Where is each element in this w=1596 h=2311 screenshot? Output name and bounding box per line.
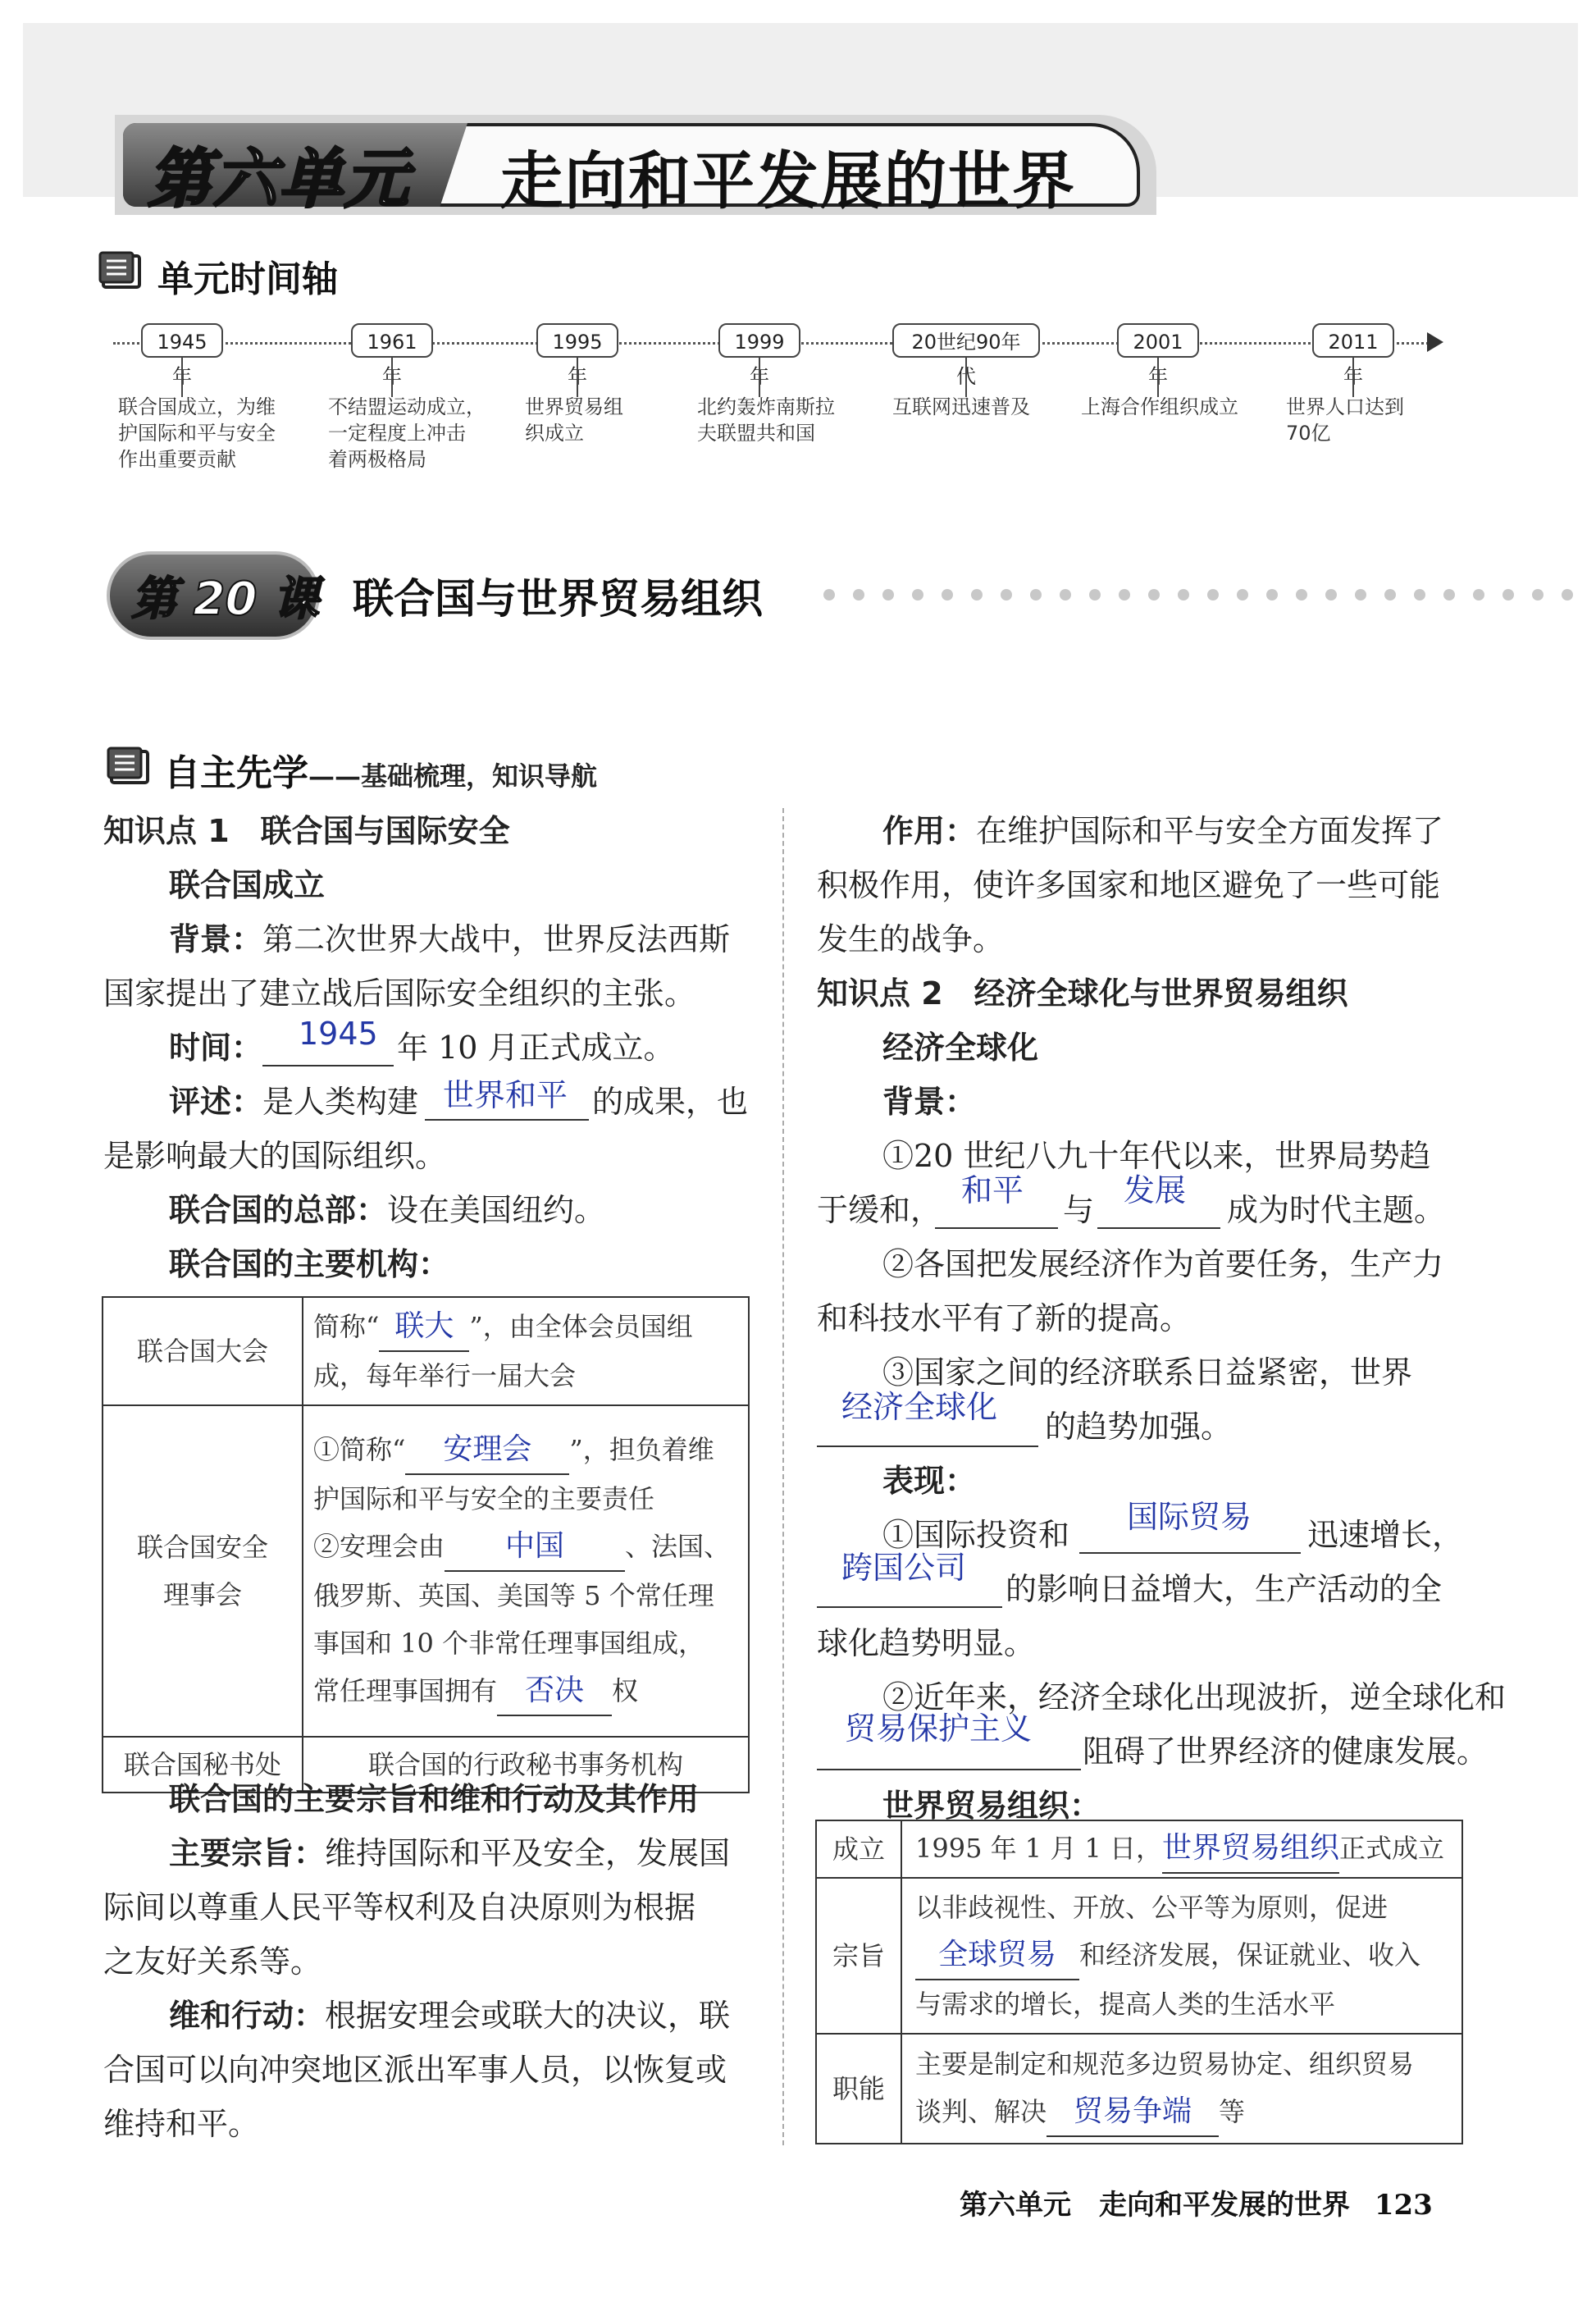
table-cell: 联合国大会 (103, 1297, 303, 1405)
performance-point-2: ②近年来，经济全球化出现波折，逆全球化和 (882, 1679, 1507, 1715)
aims-text-cont: 际间以尊重人民平等权利及自决原则为根据 (103, 1889, 696, 1925)
role-text-cont: 发生的战争。 (817, 921, 1005, 957)
timeline-stem (759, 358, 760, 397)
timeline-desc: 互联网迅速普及 (892, 395, 1030, 418)
performance-point-1-cont: 的影响日益增大，生产活动的全 (1005, 1571, 1443, 1607)
answer-mnc: 跨国公司 (841, 1550, 967, 1586)
background-point-1-cont: 于缓和， (817, 1192, 942, 1228)
table-cell: 联合国安全 理事会 (103, 1405, 303, 1737)
background-point-2-cont: 和科技水平有了新的提高。 (817, 1300, 1192, 1336)
timeline-stem (965, 358, 967, 397)
text-theme: 成为时代主题。 (1227, 1192, 1446, 1228)
timeline-stem (391, 358, 393, 397)
timeline-year: 1999年 (718, 323, 800, 358)
timeline-desc: 上海合作组织成立 (1081, 395, 1238, 418)
page-number: 123 (1374, 2189, 1433, 2222)
table-row (816, 1820, 1462, 1878)
table-cell: 1995 年 1 月 1 日，世界贸易组织正式成立 (901, 1820, 1462, 1878)
table-cell: 简称“ 联大 ”，由全体会员国组 成，每年举行一届大会 (303, 1297, 749, 1405)
footer-unit: 第六单元 走向和平发展的世界 (960, 2189, 1350, 2222)
timeline-stem (577, 358, 578, 397)
blank-line (817, 1606, 1002, 1608)
timeline-desc: 世界人口达到 70亿 (1286, 395, 1404, 445)
time-suffix: 年 10 月正式成立。 (397, 1030, 675, 1066)
evaluation-text: 评述：是人类构建 (169, 1084, 419, 1120)
background-label: 背景： (882, 1084, 977, 1120)
performance-label: 表现： (882, 1463, 977, 1499)
blank-line (817, 1446, 1038, 1447)
headquarters-text: 联合国的总部：设在美国纽约。 (169, 1192, 606, 1228)
answer-globalization: 经济全球化 (841, 1389, 998, 1425)
background-point-3: ③国家之间的经济联系日益紧密，世界 (882, 1354, 1413, 1391)
timeline-desc: 联合国成立，为维 护国际和平与安全 作出重要贡献 (118, 395, 276, 471)
timeline-stem (181, 358, 183, 397)
timeline-arrow-icon (1427, 332, 1443, 352)
timeline-year: 2011年 (1312, 323, 1394, 358)
lesson-number: 第 20 课 (131, 573, 319, 626)
founding-heading: 联合国成立 (169, 867, 326, 903)
table-cell: 成立 (816, 1820, 901, 1878)
timeline-desc: 不结盟运动成立， 一定程度上冲击 着两极格局 (328, 395, 486, 471)
answer-development: 发展 (1124, 1172, 1187, 1208)
timeline-year: 1945年 (141, 323, 223, 358)
notebook-icon (98, 251, 144, 292)
peacekeeping-text-cont: 维持和平。 (103, 2106, 260, 2142)
timeline-desc: 北约轰炸南斯拉 夫联盟共和国 (697, 395, 835, 445)
table-row (103, 1405, 749, 1737)
peacekeeping-text-cont: 合国可以向冲突地区派出军事人员，以恢复或 (103, 2052, 727, 2088)
table-cell: 联合国秘书处 (103, 1737, 303, 1793)
answer-world-peace: 世界和平 (443, 1077, 568, 1113)
aims-text-cont: 之友好关系等。 (103, 1943, 322, 1980)
timeline-year: 1961年 (351, 323, 433, 358)
study-subtitle: ——基础梳理，知识导航 (308, 760, 598, 792)
performance-point-1-cont: 球化趋势明显。 (817, 1625, 1036, 1661)
answer-year: 1945 (299, 1016, 378, 1052)
table-cell: 主要是制定和规范多边贸易协定、组织贸易 谈判、解决 贸易争端 等 (901, 2034, 1462, 2144)
text-and: 与 (1063, 1192, 1095, 1228)
role-text: 作用：在维护国际和平与安全方面发挥了 (882, 813, 1444, 849)
study-title: 自主先学 (164, 752, 308, 794)
role-text-cont: 积极作用，使许多国家和地区避免了一些可能 (817, 867, 1441, 903)
globalization-heading: 经济全球化 (882, 1030, 1039, 1066)
unit-tag: 第六单元 (148, 142, 411, 217)
aims-heading: 联合国的主要宗旨和维和行动及其作用 (169, 1781, 700, 1817)
blank-line (1079, 1552, 1301, 1554)
timeline-title: 单元时间轴 (157, 258, 338, 300)
answer-peace: 和平 (961, 1172, 1024, 1208)
table-cell: 职能 (816, 2034, 901, 2144)
column-divider (782, 808, 784, 2145)
wto-label: 世界贸易组织： (882, 1788, 1101, 1824)
timeline-year: 2001年 (1117, 323, 1199, 358)
peacekeeping-text: 维和行动：根据安理会或联大的决议，联 (169, 1998, 731, 2034)
kp2-title: 知识点 2 经济全球化与世界贸易组织 (817, 975, 1348, 1012)
aims-text: 主要宗旨：维持国际和平及安全，发展国 (169, 1835, 731, 1871)
table-row (816, 1878, 1462, 2034)
background-text: 背景：第二次世界大战中，世界反法西斯 (169, 921, 731, 957)
timeline-desc: 世界贸易组 织成立 (525, 395, 623, 445)
table-row (816, 2034, 1462, 2144)
table-cell: 宗旨 (816, 1878, 901, 2034)
blank-line (1097, 1227, 1220, 1229)
evaluation-suffix: 的成果，也 (592, 1084, 749, 1120)
wto-table (815, 1820, 1463, 2144)
performance-point-2-cont: 阻碍了世界经济的健康发展。 (1083, 1733, 1489, 1770)
unit-title: 走向和平发展的世界 (500, 144, 1076, 217)
page-footer (960, 2182, 1433, 2222)
performance-point-1: ①国际投资和 (882, 1517, 1070, 1553)
table-cell: 联合国的行政秘书事务机构 (303, 1737, 749, 1793)
kp1-title: 知识点 1 联合国与国际安全 (103, 813, 510, 849)
table-cell: 以非歧视性、开放、公平等为原则，促进 全球贸易 和经济发展，保证就业、收入 与需求的增长，提高人类的生活水平 (901, 1878, 1462, 2034)
background-point-2: ②各国把发展经济作为首要任务，生产力 (882, 1246, 1444, 1282)
notebook-icon (107, 747, 153, 788)
timeline-stem (1352, 358, 1354, 397)
un-organs-table (102, 1296, 750, 1793)
background-point-3-cont: 的趋势加强。 (1045, 1409, 1233, 1445)
blank-line (262, 1065, 394, 1066)
performance-point-1-suffix: 迅速增长， (1307, 1517, 1464, 1553)
answer-international-trade: 国际贸易 (1127, 1499, 1252, 1535)
answer-protectionism: 贸易保护主义 (845, 1710, 1033, 1747)
organs-label: 联合国的主要机构： (169, 1246, 450, 1282)
time-label: 时间： (169, 1030, 263, 1066)
table-cell: ①简称“ 安理会 ”，担负着维 护国际和平与安全的主要责任 ②安理会由 中国 、法国、 俄罗斯、英国、美国等 5 个常任理 事国和 10 个非常任理事国组成， 常任理事国拥有 否决 权 (303, 1405, 749, 1737)
evaluation-text-cont: 是影响最大的国际组织。 (103, 1138, 447, 1174)
blank-line (817, 1769, 1081, 1770)
background-text-cont: 国家提出了建立战后国际安全组织的主张。 (103, 975, 696, 1012)
table-row (103, 1297, 749, 1405)
timeline-year: 20世纪90年代 (892, 323, 1040, 358)
timeline-year: 1995年 (536, 323, 618, 358)
background-point-1: ①20 世纪八九十年代以来，世界局势趋 (882, 1138, 1431, 1174)
timeline-stem (1157, 358, 1159, 397)
blank-line (425, 1119, 589, 1121)
lesson-title: 联合国与世界贸易组织 (353, 575, 763, 623)
blank-line (935, 1227, 1058, 1229)
study-header (164, 743, 597, 796)
